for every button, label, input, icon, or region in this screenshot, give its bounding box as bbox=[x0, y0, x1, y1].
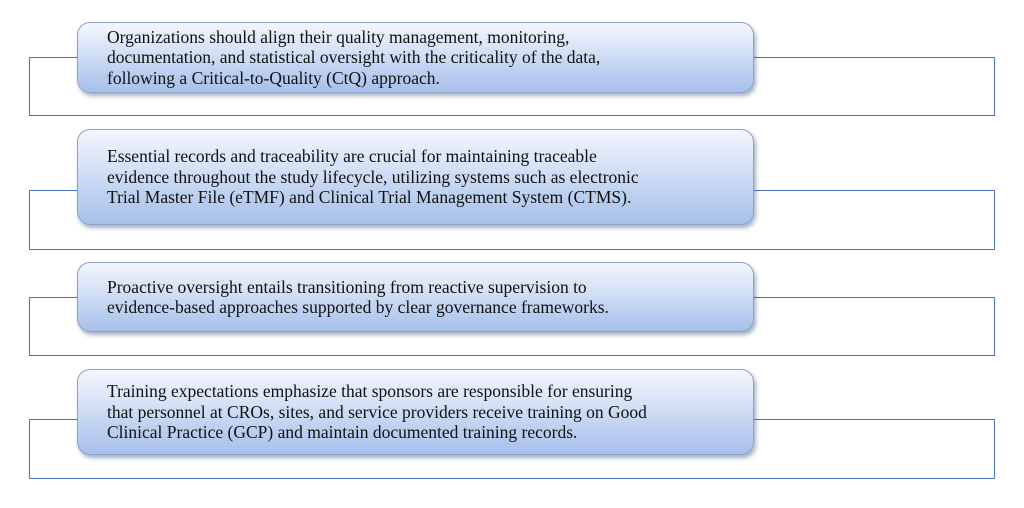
list-item-label-box bbox=[77, 369, 754, 455]
list-item-text: Training expectations emphasize that sponsors are responsible for ensuring that personnel at CROs, sites, and service providers receive training on Good Clinical Practice (GCP) and maintain documented training records. bbox=[107, 381, 647, 443]
list-item-label-box bbox=[77, 262, 754, 332]
list-item-text: Organizations should align their quality management, monitoring, documentation, and statistical oversight with the criticality of the data, following a Critical-to-Quality (CtQ) approach. bbox=[107, 26, 601, 88]
list-item-text: Proactive oversight entails transitioning from reactive supervision to evidence-based approaches supported by clear governance frameworks. bbox=[107, 276, 609, 317]
list-item-label-box bbox=[77, 22, 754, 93]
list-item-text: Essential records and traceability are crucial for maintaining traceable evidence throughout the study lifecycle, utilizing systems such as electronic Trial Master File (eTMF) and Clinical Trial Management System (CTMS). bbox=[107, 146, 639, 208]
list-item-label-box bbox=[77, 129, 754, 225]
